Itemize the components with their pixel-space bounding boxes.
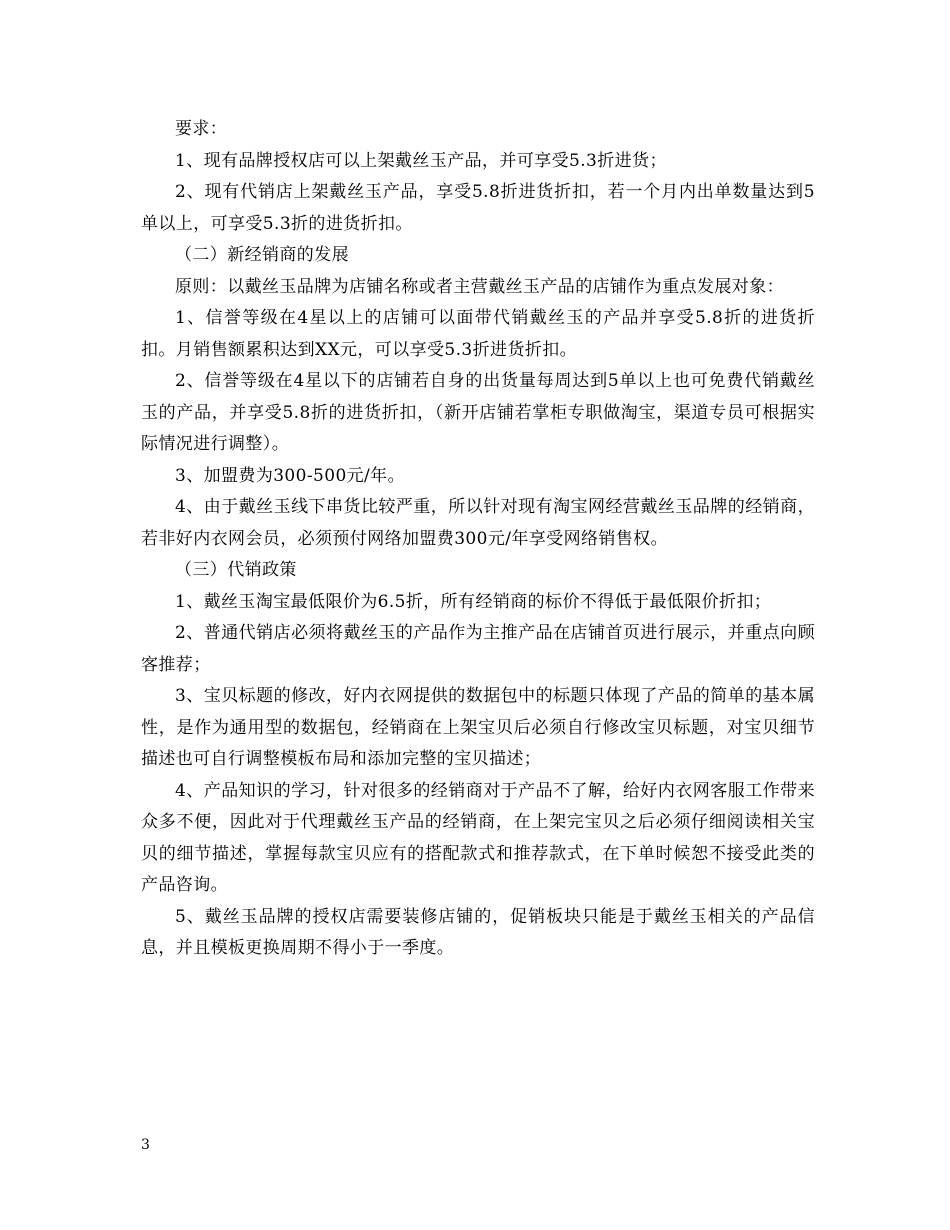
paragraph-new-dealer-4: 4、由于戴丝玉线下串货比较严重，所以针对现有淘宝网经营戴丝玉品牌的经销商，若非好内衣网会员，必须预付网络加盟费300元/年享受网络销售权。	[141, 497, 815, 549]
paragraph-new-dealer-1: 1、信誉等级在4星以上的店铺可以面带代销戴丝玉的产品并享受5.8折的进货折扣。月销售额累积达到XX元，可以享受5.3折进货折扣。	[141, 308, 815, 360]
paragraph-requirements-label: 要求：	[175, 119, 228, 139]
paragraph-policy-3: 3、宝贝标题的修改，好内衣网提供的数据包中的标题只体现了产品的简单的基本属性，是作为通用型的数据包，经销商在上架宝贝后必须自行修改宝贝标题，对宝贝细节描述也可自行调整模板布局和添加完整的宝贝描述；	[141, 686, 815, 769]
section-heading-consignment-policy: （三）代销政策	[175, 560, 297, 580]
paragraph-requirement-1: 1、现有品牌授权店可以上架戴丝玉产品，并可享受5.3折进货；	[175, 150, 667, 171]
paragraph-policy-2: 2、普通代销店必须将戴丝玉的产品作为主推产品在店铺首页进行展示，并重点向顾客推荐；	[141, 623, 815, 675]
paragraph-principle: 原则：以戴丝玉品牌为店铺名称或者主营戴丝玉产品的店铺作为重点发展对象：	[175, 276, 784, 297]
page-body	[141, 114, 815, 965]
page-number: 3	[141, 1137, 150, 1153]
paragraph-requirement-2: 2、现有代销店上架戴丝玉产品，享受5.8折进货折扣，若一个月内出单数量达到5单以上，可享受5.3折的进货折扣。	[141, 182, 815, 234]
paragraph-new-dealer-2: 2、信誉等级在4星以下的店铺若自身的出货量每周达到5单以上也可免费代销戴丝玉的产品，并享受5.8折的进货折扣，（新开店铺若掌柜专职做淘宝，渠道专员可根据实际情况进行调整）。	[141, 371, 815, 454]
paragraph-new-dealer-3: 3、加盟费为300-500元/年。	[175, 465, 405, 486]
paragraph-policy-5: 5、戴丝玉品牌的授权店需要装修店铺的，促销板块只能是于戴丝玉相关的产品信息，并且模板更换周期不得小于一季度。	[141, 906, 815, 958]
paragraph-policy-4: 4、产品知识的学习，针对很多的经销商对于产品不了解，给好内衣网客服工作带来众多不便，因此对于代理戴丝玉产品的经销商，在上架完宝贝之后必须仔细阅读相关宝贝的细节描述，掌握每款宝贝应有的搭配款式和推荐款式，在下单时候恕不接受此类的产品咨询。	[141, 780, 815, 895]
section-heading-new-dealers: （二）新经销商的发展	[175, 245, 349, 265]
paragraph-policy-1: 1、戴丝玉淘宝最低限价为6.5折，所有经销商的标价不得低于最低限价折扣；	[175, 591, 772, 612]
